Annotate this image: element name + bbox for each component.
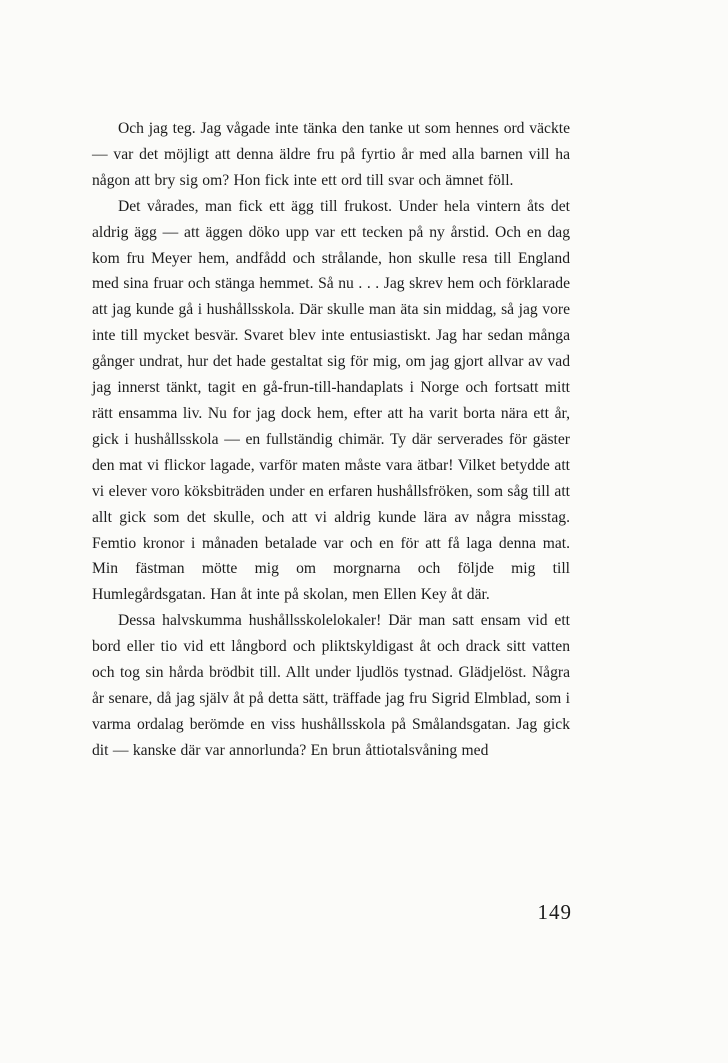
paragraph-2: Det vårades, man fick ett ägg till frukost. Under hela vintern åts det aldrig ägg — att äggen döko upp var ett tecken på ny årstid. Och en dag kom fru Meyer hem, andfådd och strålande, hon skulle resa till England med sina fruar och stänga hemmet. Så nu . . . Jag skrev hem och förklarade att jag kunde gå i hushållsskola. Där skulle man äta sin middag, så jag vore inte till mycket besvär. Svaret blev inte entusiastiskt. Jag har sedan många gånger undrat, hur det hade gestaltat sig för mig, om jag gjort allvar av vad jag innerst tänkt, tagit en gå-frun-till-handaplats i Norge och fortsatt mitt rätt ensamma liv. Nu for jag dock hem, efter att ha varit borta nära ett år, gick i hushållsskola — en fullständig chimär. Ty där serverades för gäster den mat vi flickor lagade, varför maten måste vara ätbar! Vilket betydde att vi elever voro köksbiträden under en erfaren hushållsfröken, som såg till att allt gick som det skulle, och att vi aldrig kunde lära av några misstag. Femtio kronor i månaden betalade var och en för att få laga denna mat. Min fästman mötte mig om morgnarna och följde mig till Humlegårdsgatan. Han åt inte på skolan, men Ellen Key åt där.	[92, 197, 570, 604]
page-number: 149	[537, 900, 572, 924]
paragraph-1: Och jag teg. Jag vågade inte tänka den tanke ut som hennes ord väckte — var det möjligt att denna äldre fru på fyrtio år med alla barnen vill ha någon att bry sig om? Hon fick inte ett ord till svar och ämnet föll.	[92, 120, 570, 189]
body-text	[92, 116, 570, 764]
paragraph-3: Dessa halvskumma hushållsskolelokaler! Där man satt ensam vid ett bord eller tio vid ett långbord och pliktskyldigast åt och drack sitt vatten och tog sin hårda brödbit till. Allt under ljudlös tystnad. Glädjelöst. Några år senare, då jag själv åt på detta sätt, träffade jag fru Sigrid Elmblad, som i varma ordalag berömde en viss hushållsskola på Smålandsgatan. Jag gick dit — kanske där var annorlunda? En brun åttiotalsvåning med	[92, 612, 570, 759]
